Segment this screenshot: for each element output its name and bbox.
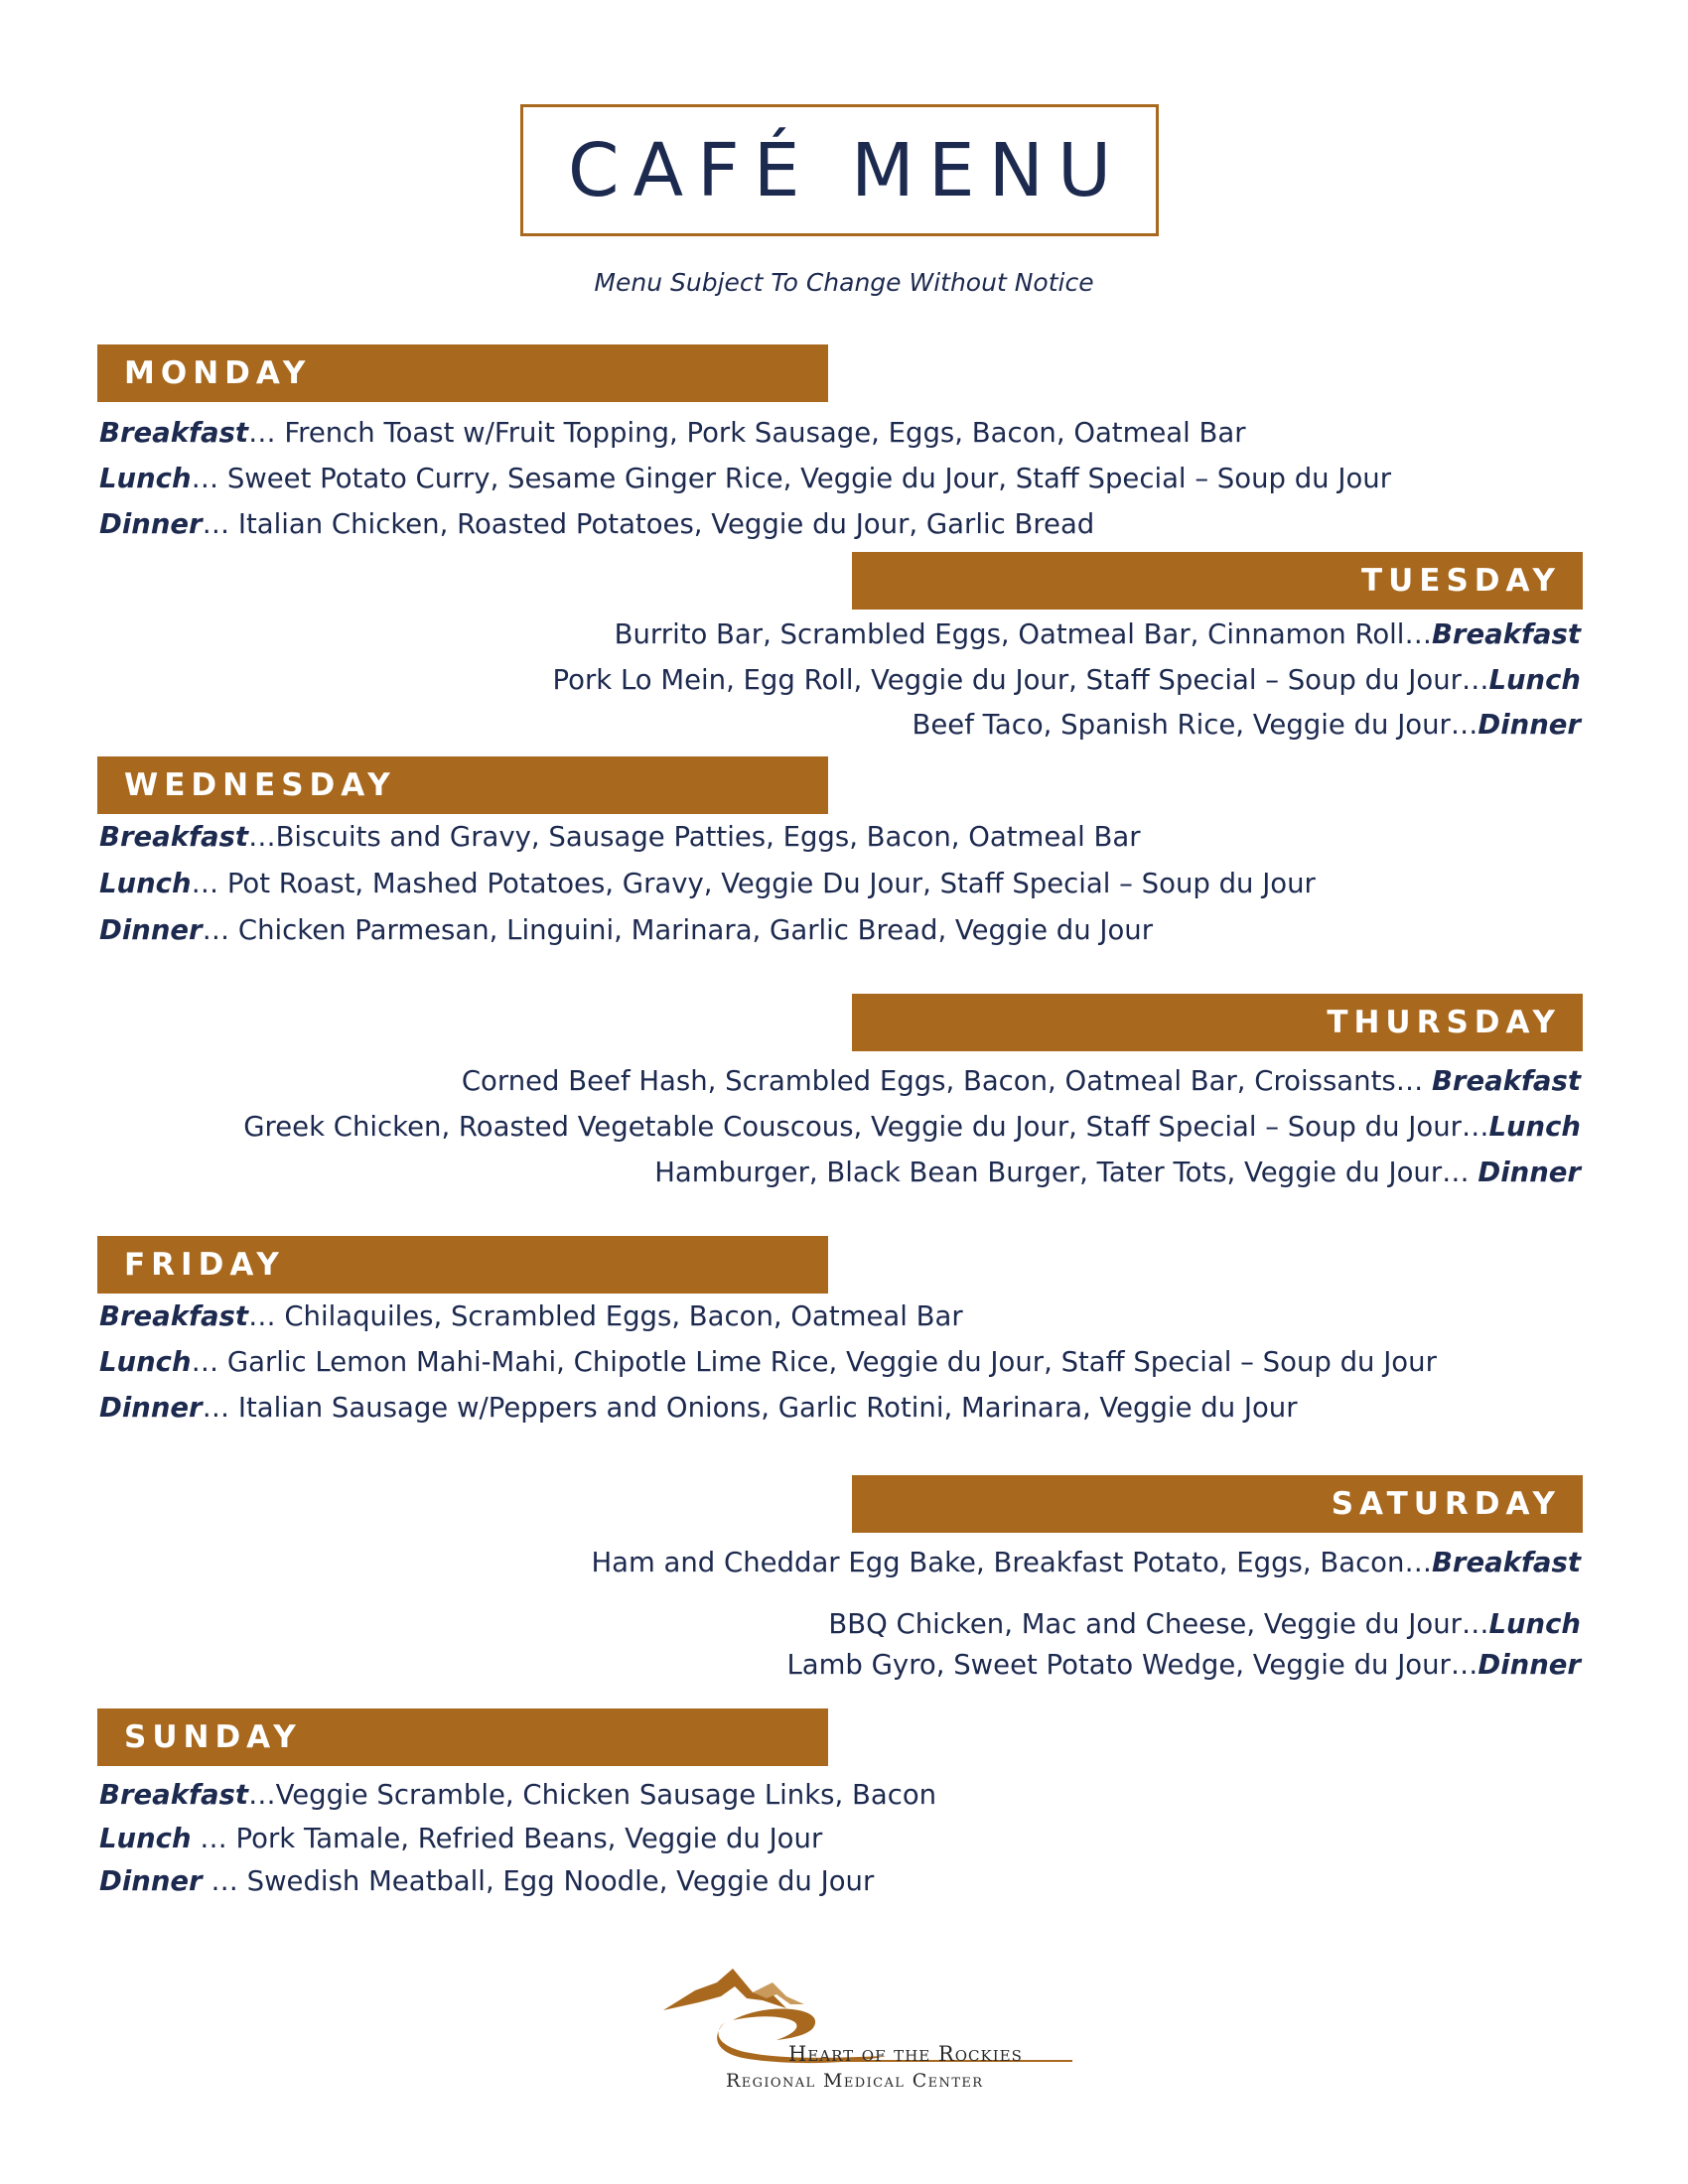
meal-items: Pork Tamale, Refried Beans, Veggie du Jour — [235, 1823, 823, 1854]
meal-items: Corned Beef Hash, Scrambled Eggs, Bacon, Oatmeal Bar, Croissants — [461, 1065, 1396, 1097]
meal-items: Pot Roast, Mashed Potatoes, Gravy, Veggie Du Jour, Staff Special – Soup du Jour — [226, 868, 1316, 899]
saturday-dinner-line — [786, 1649, 1581, 1681]
meal-items: Italian Sausage w/Peppers and Onions, Garlic Rotini, Marinara, Veggie du Jour — [237, 1392, 1298, 1424]
day-header-wednesday — [97, 756, 828, 814]
day-header-friday — [97, 1236, 828, 1294]
meal-label: Dinner — [99, 508, 203, 540]
meal-label: Breakfast — [99, 1300, 249, 1332]
meal-sep: … — [1404, 1547, 1432, 1578]
wednesday-breakfast-line — [99, 821, 1141, 853]
meal-sep: … — [191, 463, 227, 494]
day-header-saturday — [852, 1475, 1583, 1533]
meal-sep: … — [248, 1300, 285, 1332]
meal-label: Lunch — [99, 1823, 192, 1854]
meal-sep: … — [202, 1392, 238, 1424]
meal-label: Dinner — [1477, 709, 1581, 741]
monday-lunch-line — [99, 463, 1391, 494]
meal-sep: … — [191, 1346, 227, 1378]
meal-items: Veggie Scramble, Chicken Sausage Links, Bacon — [275, 1779, 937, 1811]
meal-sep: … — [202, 914, 238, 946]
meal-label: Lunch — [1488, 664, 1581, 696]
meal-items: BBQ Chicken, Mac and Cheese, Veggie du Jour — [828, 1608, 1462, 1640]
org-name-line2: Regional Medical Center — [726, 2070, 984, 2092]
meal-sep: … — [1461, 664, 1489, 696]
meal-items: Burrito Bar, Scrambled Eggs, Oatmeal Bar, Cinnamon Roll — [614, 618, 1405, 650]
meal-label: Breakfast — [99, 417, 249, 449]
meal-items: Hamburger, Black Bean Burger, Tater Tots, Veggie du Jour — [654, 1157, 1443, 1188]
meal-label: Lunch — [1488, 1608, 1581, 1640]
day-name: SUNDAY — [124, 1719, 302, 1755]
meal-label: Dinner — [1477, 1649, 1581, 1681]
meal-sep: … — [191, 868, 227, 899]
wednesday-dinner-line — [99, 914, 1153, 946]
day-header-monday — [97, 344, 828, 402]
meal-label: Dinner — [99, 914, 203, 946]
meal-sep: … — [202, 508, 238, 540]
meal-items: Beef Taco, Spanish Rice, Veggie du Jour — [912, 709, 1451, 741]
meal-items: Swedish Meatball, Egg Noodle, Veggie du Jour — [246, 1865, 875, 1897]
meal-sep: … — [1442, 1157, 1478, 1188]
day-name: TUESDAY — [1360, 563, 1561, 599]
meal-sep: … — [191, 1823, 236, 1854]
meal-items: French Toast w/Fruit Topping, Pork Sausage, Eggs, Bacon, Oatmeal Bar — [284, 417, 1246, 449]
thursday-lunch-line — [243, 1111, 1581, 1143]
day-name: SATURDAY — [1331, 1486, 1561, 1522]
sunday-dinner-line — [99, 1865, 874, 1897]
meal-label: Lunch — [99, 463, 192, 494]
menu-subtitle: Menu Subject To Change Without Notice — [594, 268, 1094, 297]
meal-items: Garlic Lemon Mahi-Mahi, Chipotle Lime Rice, Veggie du Jour, Staff Special – Soup du Jour — [226, 1346, 1437, 1378]
meal-items: Chilaquiles, Scrambled Eggs, Bacon, Oatmeal Bar — [284, 1300, 963, 1332]
day-header-tuesday — [852, 552, 1583, 610]
meal-sep: … — [1395, 1065, 1432, 1097]
meal-items: Pork Lo Mein, Egg Roll, Veggie du Jour, Staff Special – Soup du Jour — [552, 664, 1462, 696]
wednesday-lunch-line — [99, 868, 1316, 899]
thursday-breakfast-line — [462, 1065, 1581, 1097]
meal-items: Italian Chicken, Roasted Potatoes, Veggie du Jour, Garlic Bread — [237, 508, 1095, 540]
meal-label: Breakfast — [1431, 1547, 1581, 1578]
meal-label: Lunch — [99, 1346, 192, 1378]
day-name: FRIDAY — [124, 1247, 285, 1283]
day-name: MONDAY — [124, 355, 312, 391]
friday-dinner-line — [99, 1392, 1298, 1424]
meal-items: Chicken Parmesan, Linguini, Marinara, Garlic Bread, Veggie du Jour — [237, 914, 1154, 946]
org-name-line1: Heart of the Rockies — [788, 2042, 1023, 2066]
meal-label: Breakfast — [99, 821, 249, 853]
friday-breakfast-line — [99, 1300, 963, 1332]
meal-label: Dinner — [1477, 1157, 1581, 1188]
meal-items: Greek Chicken, Roasted Vegetable Couscous, Veggie du Jour, Staff Special – Soup du Jour — [243, 1111, 1462, 1143]
meal-items: Sweet Potato Curry, Sesame Ginger Rice, Veggie du Jour, Staff Special – Soup du Jour — [226, 463, 1392, 494]
meal-sep: … — [248, 417, 285, 449]
meal-label: Lunch — [1488, 1111, 1581, 1143]
meal-sep: … — [1461, 1608, 1489, 1640]
page-title: CAFÉ MENU — [567, 127, 1126, 213]
meal-label: Dinner — [99, 1865, 203, 1897]
day-header-sunday — [97, 1708, 828, 1766]
meal-sep: … — [1404, 618, 1432, 650]
title-box — [520, 104, 1159, 236]
friday-lunch-line — [99, 1346, 1437, 1378]
sunday-lunch-line — [99, 1823, 822, 1854]
meal-label: Lunch — [99, 868, 192, 899]
saturday-breakfast-line — [591, 1547, 1581, 1578]
meal-items: Biscuits and Gravy, Sausage Patties, Eggs, Bacon, Oatmeal Bar — [275, 821, 1141, 853]
meal-items: Ham and Cheddar Egg Bake, Breakfast Potato, Eggs, Bacon — [591, 1547, 1405, 1578]
tuesday-breakfast-line — [615, 618, 1581, 650]
saturday-lunch-line — [828, 1608, 1581, 1640]
day-name: WEDNESDAY — [124, 767, 396, 803]
meal-label: Breakfast — [99, 1779, 249, 1811]
tuesday-dinner-line — [913, 709, 1582, 741]
meal-sep: … — [202, 1865, 247, 1897]
day-name: THURSDAY — [1327, 1005, 1561, 1040]
meal-sep: … — [248, 821, 276, 853]
meal-label: Breakfast — [1431, 618, 1581, 650]
meal-sep: … — [1450, 1649, 1478, 1681]
tuesday-lunch-line — [553, 664, 1581, 696]
meal-sep: … — [248, 1779, 276, 1811]
meal-sep: … — [1450, 709, 1478, 741]
day-header-thursday — [852, 994, 1583, 1051]
meal-items: Lamb Gyro, Sweet Potato Wedge, Veggie du Jour — [786, 1649, 1451, 1681]
monday-dinner-line — [99, 508, 1094, 540]
meal-sep: … — [1461, 1111, 1489, 1143]
sunday-breakfast-line — [99, 1779, 936, 1811]
meal-label: Breakfast — [1431, 1065, 1581, 1097]
thursday-dinner-line — [654, 1157, 1581, 1188]
meal-label: Dinner — [99, 1392, 203, 1424]
monday-breakfast-line — [99, 417, 1246, 449]
